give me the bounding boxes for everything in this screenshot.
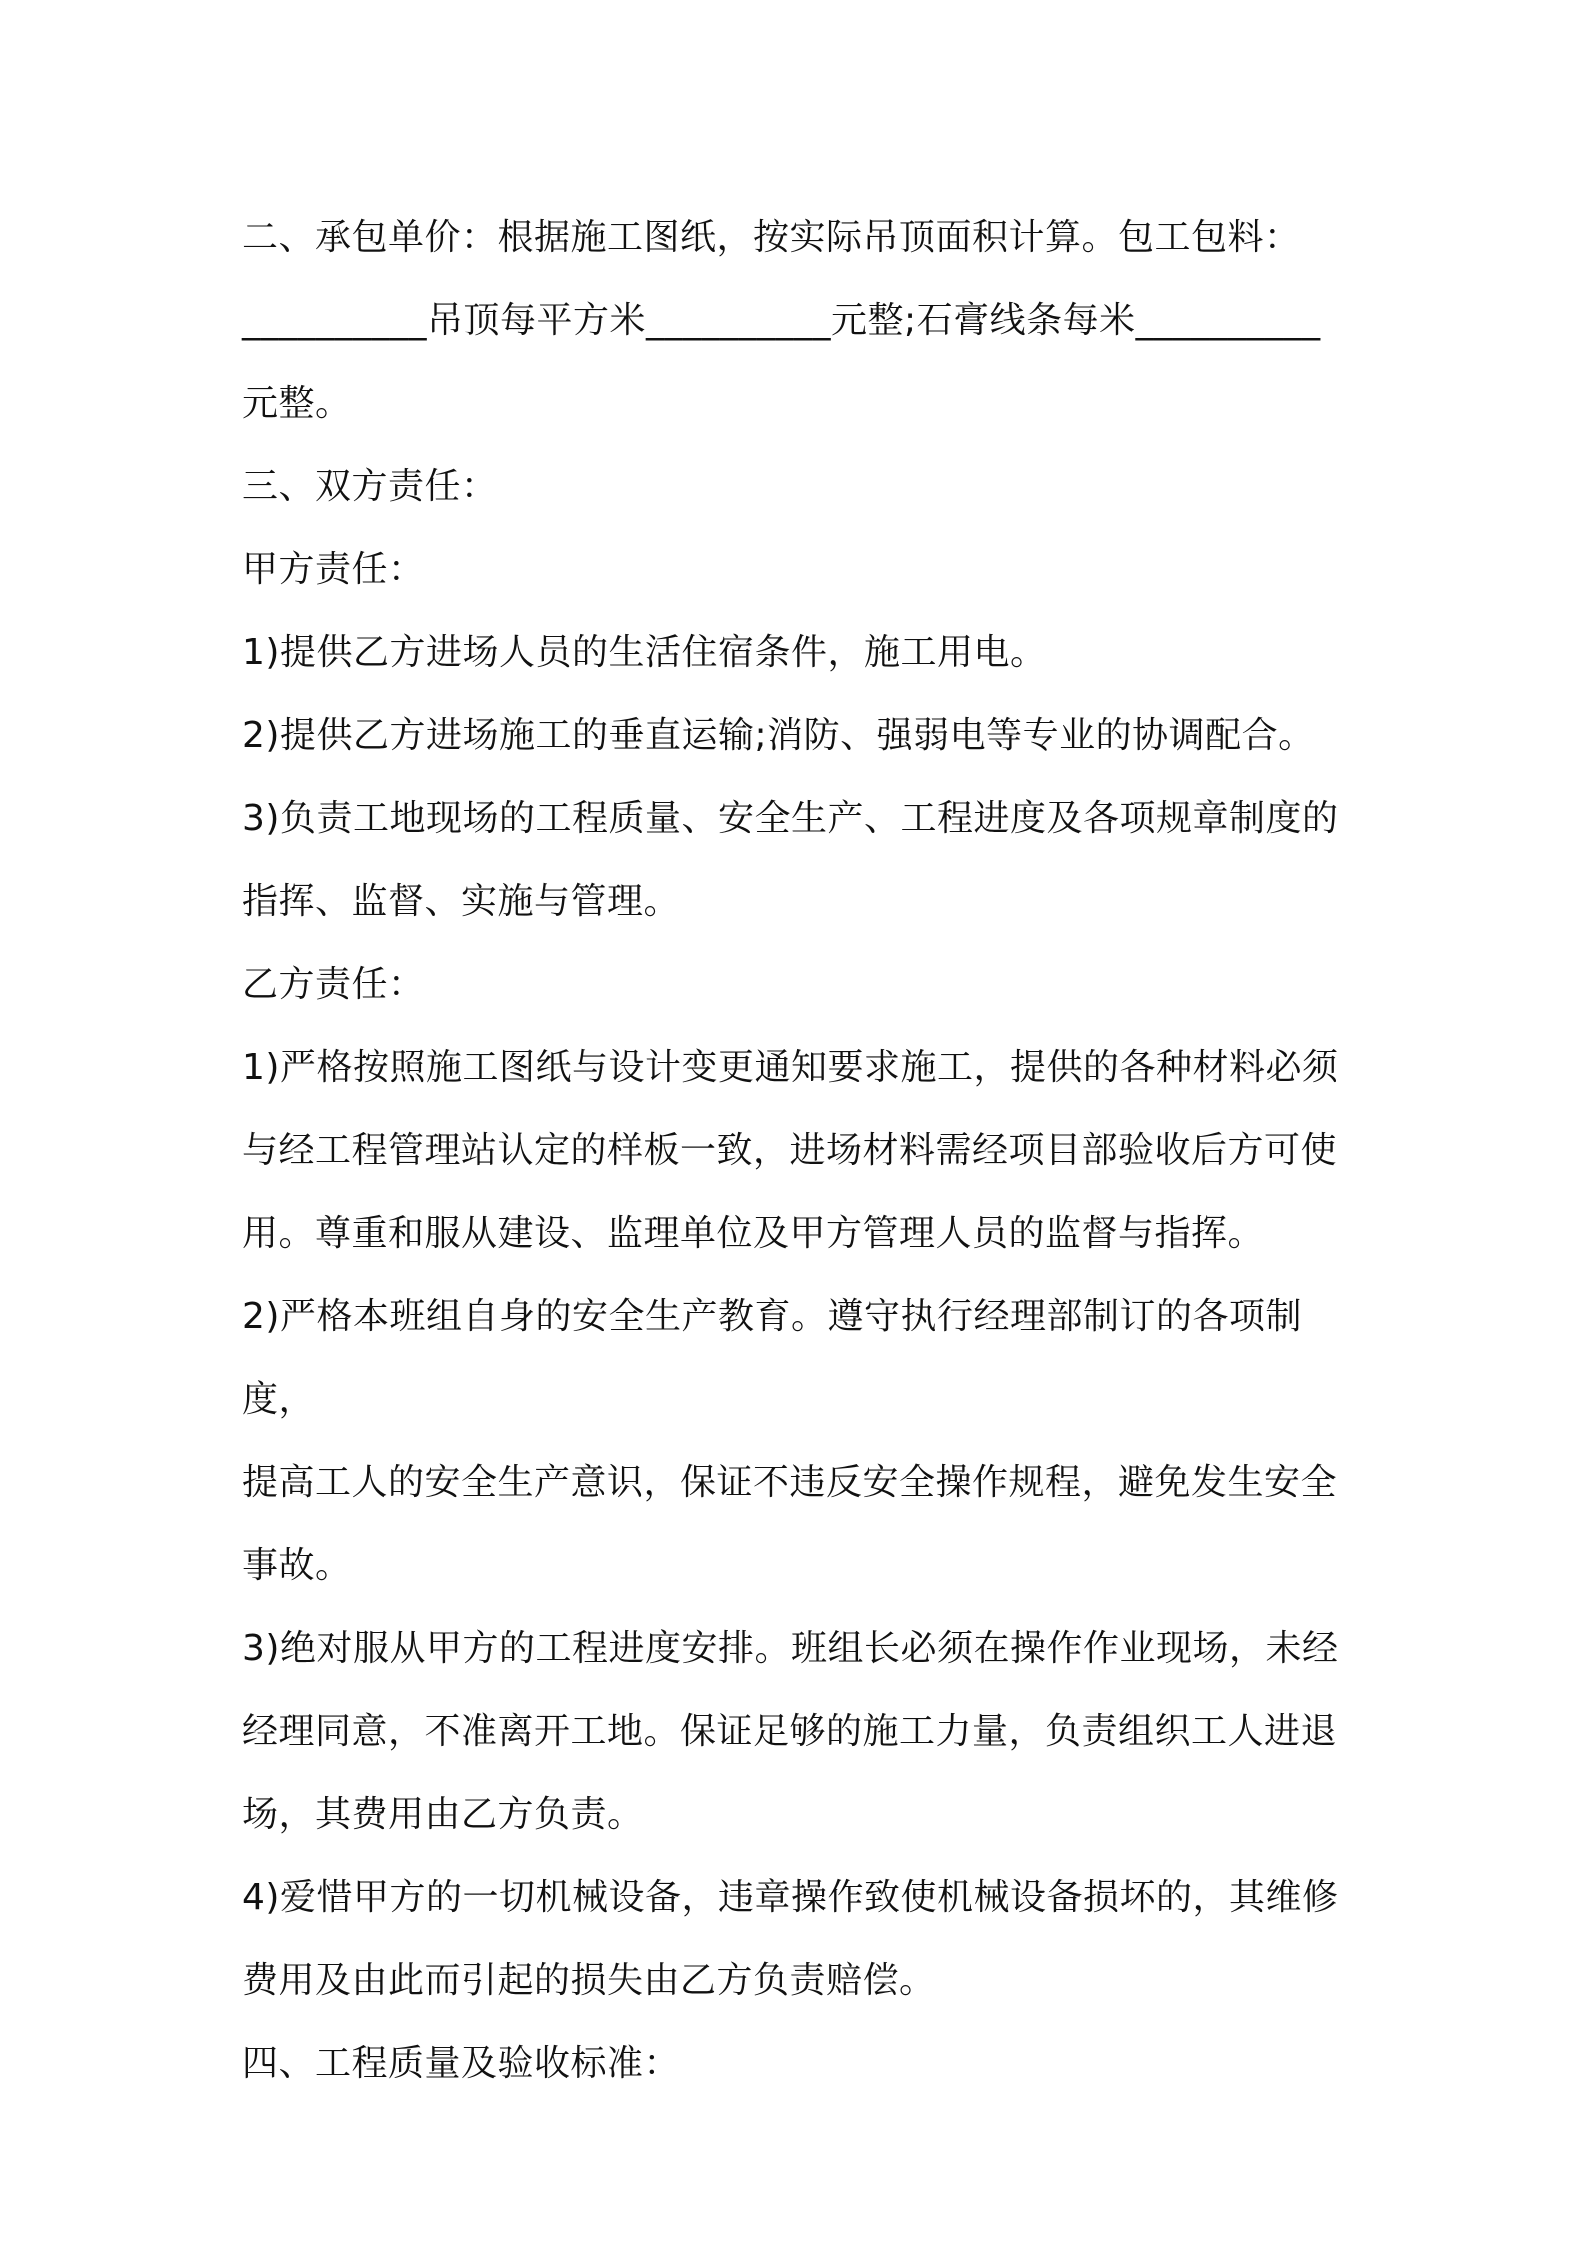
unit-price-line-end: 元整。 xyxy=(242,383,352,424)
party-b-item-2-line-3: 事故。 xyxy=(242,1545,352,1586)
unit-price-blanks-line: __________吊顶每平方米__________元整;石膏线条每米__________ xyxy=(242,300,1321,341)
party-b-item-3-line-3: 场，其费用由乙方负责。 xyxy=(242,1794,644,1835)
party-a-item-3-line-1: 3)负责工地现场的工程质量、安全生产、工程进度及各项规章制度的 xyxy=(242,798,1339,839)
document-body xyxy=(242,196,1372,2105)
party-b-item-1-line-1: 1)严格按照施工图纸与设计变更通知要求施工，提供的各种材料必须 xyxy=(242,1047,1339,1088)
section-heading-unit-price: 二、承包单价：根据施工图纸，按实际吊顶面积计算。包工包料： xyxy=(242,217,1301,258)
party-b-item-4-line-2: 费用及由此而引起的损失由乙方负责赔偿。 xyxy=(242,1960,936,2001)
party-b-item-2-line-1: 2)严格本班组自身的安全生产教育。遵守执行经理部制订的各项制度， xyxy=(242,1296,1302,1420)
section-heading-quality: 四、工程质量及验收标准： xyxy=(242,2043,681,2084)
party-b-item-3-line-2: 经理同意，不准离开工地。保证足够的施工力量，负责组织工人进退 xyxy=(242,1711,1338,1752)
party-b-item-4-line-1: 4)爱惜甲方的一切机械设备，违章操作致使机械设备损坏的，其维修 xyxy=(242,1877,1339,1918)
party-a-item-2: 2)提供乙方进场施工的垂直运输;消防、强弱电等专业的协调配合。 xyxy=(242,715,1315,756)
party-b-item-3-line-1: 3)绝对服从甲方的工程进度安排。班组长必须在操作作业现场，未经 xyxy=(242,1628,1339,1669)
party-a-item-3-line-2: 指挥、监督、实施与管理。 xyxy=(242,881,681,922)
party-a-heading: 甲方责任： xyxy=(242,549,425,590)
party-a-item-1: 1)提供乙方进场人员的生活住宿条件，施工用电。 xyxy=(242,632,1047,673)
party-b-item-2-line-2: 提高工人的安全生产意识，保证不违反安全操作规程，避免发生安全 xyxy=(242,1462,1338,1503)
party-b-item-1-line-3: 用。尊重和服从建设、监理单位及甲方管理人员的监督与指挥。 xyxy=(242,1213,1265,1254)
party-b-item-1-line-2: 与经工程管理站认定的样板一致，进场材料需经项目部验收后方可使 xyxy=(242,1130,1338,1171)
party-b-heading: 乙方责任： xyxy=(242,964,425,1005)
section-heading-responsibilities: 三、双方责任： xyxy=(242,466,498,507)
